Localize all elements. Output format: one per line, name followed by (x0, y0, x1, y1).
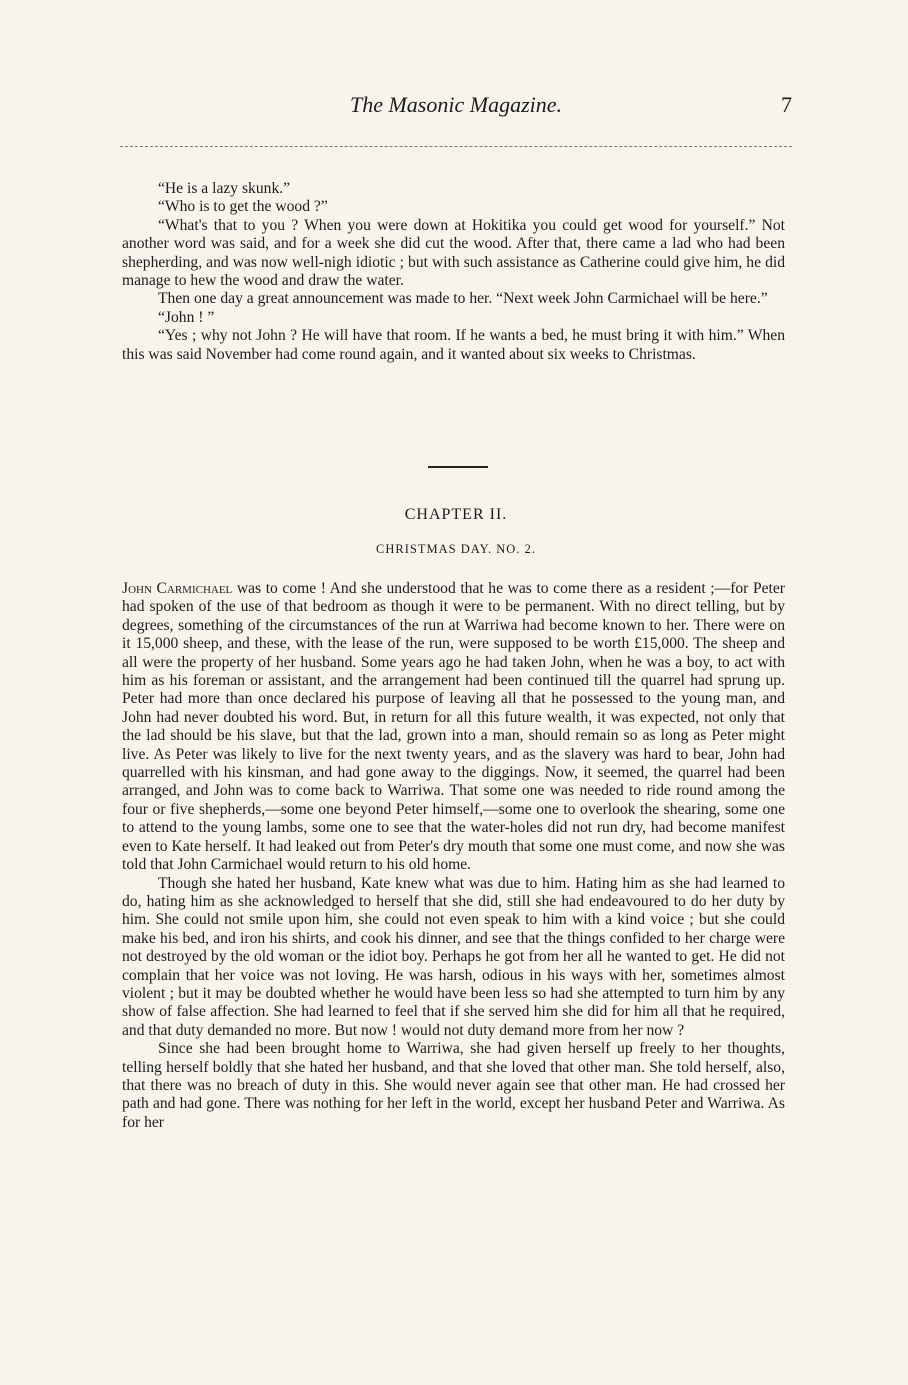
paragraph: “He is a lazy skunk.” (158, 180, 291, 197)
chapter-title: CHAPTER II. (404, 506, 508, 523)
chapter-body (122, 580, 785, 1132)
running-head (120, 92, 792, 126)
opening-dialogue (122, 180, 785, 364)
paragraph: “Who is to get the wood ?” (158, 198, 328, 216)
lead-name: John Carmichael (122, 580, 233, 597)
paragraph: “John ! ” (158, 308, 215, 326)
paragraph: Since she had been brought home to Warriwa, she had given herself up freely to her thoughts, telling herself boldly that she hated her husband, and that she loved that other man. She told herself, also, that there was no breach of duty in this. She would never again see that other man. He had crossed her path and had gone. There was nothing for her left in the world, except her husband Peter and Warriwa. As for her (122, 1040, 785, 1131)
running-title: The Masonic Magazine. (349, 92, 563, 117)
paragraph: Though she hated her husband, Kate knew what was due to him. Hating him as she had learned to do, hating him as she acknowledged to herself that she did, still she had endeavoured to do her duty by him. She could not smile upon him, she could not even speak to him with a kind voice ; but she could make his bed, and iron his shirts, and cook his dinner, and see that the things confided to her charge were not destroyed by the old woman or the idiot boy. Perhaps he got from her all he wanted to get. He did not complain that her voice was not loving. He was harsh, odious in his ways with her, sometimes almost violent ; but it may be doubted whether he would have been less so had she attempted to turn him by any show of false affection. She had learned to feel that if she served him she did for him all that he required, and that duty demanded no more. But now ! would not duty demand more from her now ? (122, 874, 785, 1039)
chapter-subtitle: CHRISTMAS DAY. NO. 2. (376, 542, 536, 556)
section-divider (428, 466, 488, 468)
paragraph: “What's that to you ? When you were down at Hokitika you could get wood for yourself.” Not another word was said, and for a week she did cut the wood. After that, there came a lad who had been shepherding, and was now well-nigh idiotic ; but with such assistance as Catherine could give him, he did manage to hew the wood and draw the water. (122, 216, 785, 290)
header-rule (120, 146, 792, 147)
paragraph: Then one day a great announcement was made to her. “Next week John Carmichael will be here.” (158, 290, 768, 308)
paragraph (122, 580, 785, 875)
page-number: 7 (781, 92, 792, 117)
paragraph-text: was to come ! And she understood that he was to come there as a resident ;—for Peter had spoken of the use of that bedroom as though it were to be permanent. With no direct telling, but by degrees, something of the circumstances of the run at Warriwa had become known to her. There were on it 15,000 sheep, and these, with the lease of the run, were supposed to be worth £15,000. The sheep and all were the property of her husband. Some years ago he had taken John, when he was a boy, to act with him as his foreman or assistant, and the arrangement had been continued till the quarrel had sprung up. Peter had more than once declared his purpose of leaving all that he possessed to the young man, and John had never doubted his word. But, in return for all this future wealth, it was expected, not only that the lad should be his slave, but that the lad, grown into a man, should remain so as long as Peter might live. As Peter was likely to live for the next twenty years, and as the slavery was hard to bear, John had quarrelled with his kinsman, and had gone away to the diggings. Now, it seemed, the quarrel had been arranged, and John was to come back to Warriwa. That some one was needed to ride round among the four or five shepherds,—some one beyond Peter himself,—some one to overlook the shearing, some one to attend to the young lambs, some one to see that the water-holes did not run dry, had become manifest even to Kate herself. It had leaked out from Peter's dry mouth that some one must come, and now she was told that John Carmichael would return to his old home. (122, 580, 785, 874)
paragraph: “Yes ; why not John ? He will have that room. If he wants a bed, he must bring it with him.” When this was said November had come round again, and it wanted about six weeks to Christmas. (122, 327, 785, 363)
